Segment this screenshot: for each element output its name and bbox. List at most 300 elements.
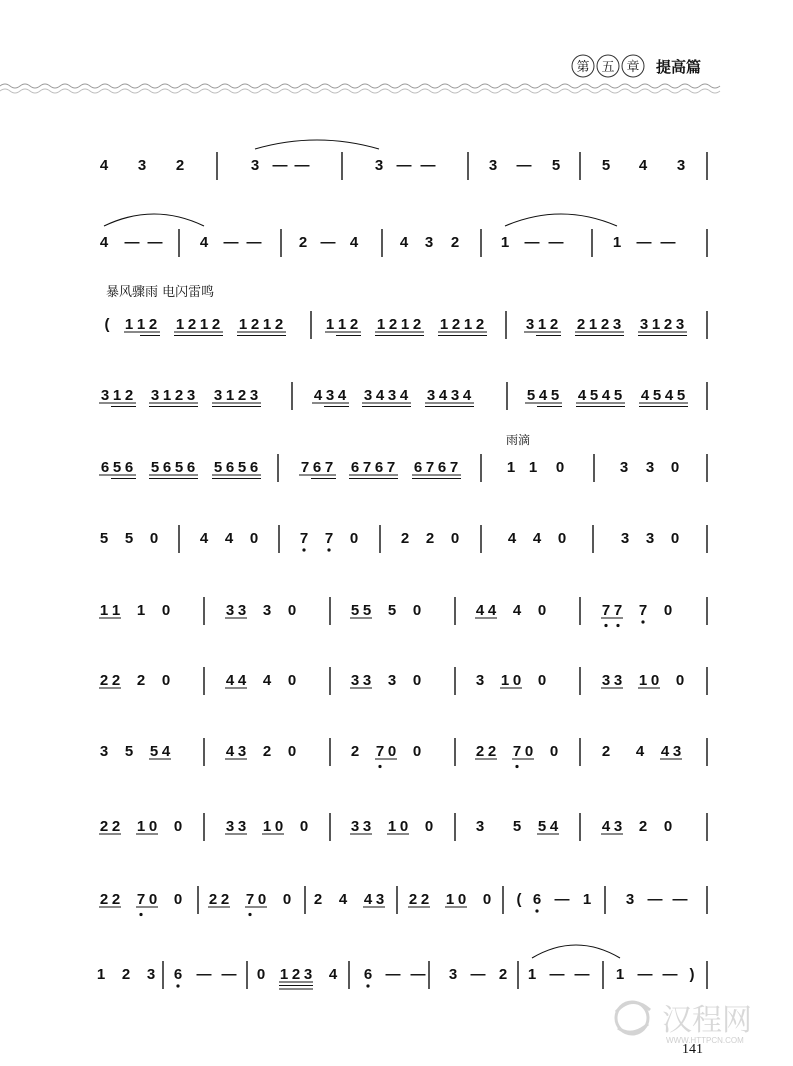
note: 6 <box>413 459 423 476</box>
note: 0 <box>257 891 267 908</box>
note: 0 <box>670 459 680 476</box>
note: 3 <box>363 387 373 404</box>
note: 4 <box>577 387 587 404</box>
note: 2 <box>549 316 559 333</box>
note: 2 <box>187 316 197 333</box>
note: 0 <box>663 602 673 619</box>
note: 0 <box>549 743 559 760</box>
note: 3 <box>150 387 160 404</box>
note: — <box>574 966 590 983</box>
low-octave-dot <box>248 913 251 916</box>
note: 0 <box>349 530 359 547</box>
chapter-char-2: 五 <box>601 60 615 75</box>
note: 1 <box>111 602 121 619</box>
note: 3 <box>645 459 655 476</box>
note: — <box>637 966 653 983</box>
note: — <box>660 234 676 251</box>
note: 1 <box>445 891 455 908</box>
chapter-char-1: 第 <box>576 60 590 75</box>
note: 4 <box>99 157 109 174</box>
note: 0 <box>249 530 259 547</box>
note: 7 <box>638 602 648 619</box>
note: 3 <box>237 602 247 619</box>
note: 7 <box>375 743 385 760</box>
page-number: 141 <box>682 1042 703 1057</box>
note: 6 <box>249 459 259 476</box>
note: 3 <box>303 966 313 983</box>
note: 1 <box>506 459 516 476</box>
note: 4 <box>635 743 645 760</box>
note: 2 <box>250 316 260 333</box>
note: 6 <box>162 459 172 476</box>
note: 3 <box>249 387 259 404</box>
note: 1 <box>325 316 335 333</box>
note: 1 <box>199 316 209 333</box>
note: 4 <box>601 818 611 835</box>
note: — <box>294 157 310 174</box>
note: 3 <box>475 672 485 689</box>
note: 2 <box>136 672 146 689</box>
note: 3 <box>137 157 147 174</box>
note: 4 <box>225 743 235 760</box>
note: 5 <box>550 387 560 404</box>
note: 5 <box>512 818 522 835</box>
note: 1 <box>463 316 473 333</box>
note: 3 <box>325 387 335 404</box>
note: 1 <box>96 966 106 983</box>
note: 5 <box>213 459 223 476</box>
note: 4 <box>199 530 209 547</box>
slur-tie <box>255 140 379 149</box>
note: 1 <box>537 316 547 333</box>
note: 5 <box>124 743 134 760</box>
note: 3 <box>613 672 623 689</box>
note: 6 <box>532 891 542 908</box>
note: 0 <box>675 672 685 689</box>
note: 4 <box>601 387 611 404</box>
note: 1 <box>136 818 146 835</box>
note: 7 <box>324 459 334 476</box>
note: 5 <box>99 530 109 547</box>
header-wave-rule <box>0 84 720 88</box>
low-octave-dot <box>378 765 381 768</box>
note: 3 <box>645 530 655 547</box>
note: 6 <box>437 459 447 476</box>
note: 4 <box>399 387 409 404</box>
note: 1 <box>376 316 386 333</box>
note: 4 <box>328 966 338 983</box>
note: 2 <box>408 891 418 908</box>
note: 7 <box>324 530 334 547</box>
note: 1 <box>225 387 235 404</box>
note: 3 <box>237 818 247 835</box>
note: 5 <box>362 602 372 619</box>
note: 3 <box>475 818 485 835</box>
note: 0 <box>557 530 567 547</box>
low-octave-dot <box>139 913 142 916</box>
note: 7 <box>299 530 309 547</box>
note: — <box>124 234 140 251</box>
note: 4 <box>99 234 109 251</box>
note: — <box>410 966 426 983</box>
note: 3 <box>375 891 385 908</box>
note: 2 <box>237 387 247 404</box>
note: 4 <box>640 387 650 404</box>
note: — <box>272 157 288 174</box>
note: 2 <box>220 891 230 908</box>
note: 3 <box>675 316 685 333</box>
note: 5 <box>676 387 686 404</box>
note: 2 <box>111 891 121 908</box>
note: 0 <box>424 818 434 835</box>
note: 2 <box>475 743 485 760</box>
note: — <box>396 157 412 174</box>
note: 3 <box>426 387 436 404</box>
note: 4 <box>363 891 373 908</box>
note: 2 <box>291 966 301 983</box>
note: 4 <box>538 387 548 404</box>
note: 4 <box>225 672 235 689</box>
note: 0 <box>287 602 297 619</box>
note: 0 <box>149 530 159 547</box>
note: 2 <box>208 891 218 908</box>
note: 3 <box>424 234 434 251</box>
note: 5 <box>174 459 184 476</box>
note: — <box>516 157 532 174</box>
note: 1 <box>337 316 347 333</box>
note: 2 <box>451 316 461 333</box>
note: 4 <box>199 234 209 251</box>
note: 4 <box>161 743 171 760</box>
note: 0 <box>412 602 422 619</box>
note: 3 <box>350 672 360 689</box>
note: 0 <box>148 818 158 835</box>
note: 2 <box>663 316 673 333</box>
note: 5 <box>149 743 159 760</box>
note: 0 <box>457 891 467 908</box>
note: 3 <box>387 387 397 404</box>
note: 0 <box>282 891 292 908</box>
note: 1 <box>124 316 134 333</box>
note: 0 <box>148 891 158 908</box>
note: 5 <box>601 157 611 174</box>
note: 6 <box>225 459 235 476</box>
note: 4 <box>313 387 323 404</box>
note: 4 <box>338 891 348 908</box>
note: 0 <box>299 818 309 835</box>
note: 0 <box>450 530 460 547</box>
note: 3 <box>186 387 196 404</box>
note: 2 <box>111 818 121 835</box>
note: 2 <box>99 891 109 908</box>
note: 7 <box>449 459 459 476</box>
note: 4 <box>375 387 385 404</box>
note: 4 <box>237 672 247 689</box>
note: 6 <box>173 966 183 983</box>
note: 3 <box>262 602 272 619</box>
note: 3 <box>350 818 360 835</box>
note: 1 <box>400 316 410 333</box>
note: 3 <box>488 157 498 174</box>
note: 2 <box>148 316 158 333</box>
note: 2 <box>420 891 430 908</box>
note: 0 <box>670 530 680 547</box>
low-octave-dot <box>302 548 305 551</box>
note: 1 <box>387 818 397 835</box>
note: 7 <box>136 891 146 908</box>
note: 0 <box>650 672 660 689</box>
note: 3 <box>448 966 458 983</box>
note: 4 <box>512 602 522 619</box>
note: 6 <box>312 459 322 476</box>
note: 6 <box>374 459 384 476</box>
note: 4 <box>507 530 517 547</box>
note: 5 <box>124 530 134 547</box>
low-octave-dot <box>616 624 619 627</box>
note: 0 <box>287 672 297 689</box>
note: 0 <box>555 459 565 476</box>
note: 4 <box>532 530 542 547</box>
note: 6 <box>350 459 360 476</box>
note: — <box>554 891 570 908</box>
note: 1 <box>527 966 537 983</box>
note: 2 <box>487 743 497 760</box>
low-octave-dot <box>515 765 518 768</box>
note: 1 <box>112 387 122 404</box>
note: 0 <box>173 818 183 835</box>
note: 2 <box>425 530 435 547</box>
note: 1 <box>638 672 648 689</box>
note: 3 <box>672 743 682 760</box>
note: 3 <box>100 387 110 404</box>
note: — <box>196 966 212 983</box>
note: 0 <box>161 672 171 689</box>
note: 3 <box>387 672 397 689</box>
note: 3 <box>146 966 156 983</box>
note: 1 <box>582 891 592 908</box>
note: 0 <box>663 818 673 835</box>
watermark-logo-icon <box>616 1002 650 1034</box>
note: 4 <box>664 387 674 404</box>
note: 5 <box>387 602 397 619</box>
low-octave-dot <box>327 548 330 551</box>
note: 0 <box>512 672 522 689</box>
note: 2 <box>211 316 221 333</box>
note: — <box>470 966 486 983</box>
note: 4 <box>399 234 409 251</box>
note: 3 <box>625 891 635 908</box>
low-octave-dot <box>641 620 644 623</box>
note: 1 <box>500 672 510 689</box>
note: ( <box>104 316 110 333</box>
note: — <box>147 234 163 251</box>
note: 2 <box>349 316 359 333</box>
note: 1 <box>615 966 625 983</box>
note: 6 <box>100 459 110 476</box>
slur-tie <box>505 214 617 226</box>
note: — <box>320 234 336 251</box>
note: — <box>524 234 540 251</box>
note: 1 <box>175 316 185 333</box>
note: 2 <box>274 316 284 333</box>
note: 6 <box>124 459 134 476</box>
note: — <box>549 966 565 983</box>
note: 5 <box>652 387 662 404</box>
note: 3 <box>99 743 109 760</box>
slur-tie <box>532 945 620 958</box>
note: 1 <box>262 818 272 835</box>
note: 1 <box>528 459 538 476</box>
note: 3 <box>374 157 384 174</box>
annotation-storm: 暴风骤雨 电闪雷鸣 <box>106 285 215 300</box>
note: 7 <box>512 743 522 760</box>
note: 4 <box>487 602 497 619</box>
note: 3 <box>362 818 372 835</box>
note: 0 <box>274 818 284 835</box>
note: 2 <box>175 157 185 174</box>
note: 2 <box>450 234 460 251</box>
note: — <box>385 966 401 983</box>
note: 2 <box>99 818 109 835</box>
note: 0 <box>256 966 266 983</box>
note: 3 <box>619 459 629 476</box>
note: ) <box>689 966 695 983</box>
note: 5 <box>613 387 623 404</box>
note: 5 <box>537 818 547 835</box>
score <box>97 140 707 989</box>
note: 4 <box>638 157 648 174</box>
section-title: 提高篇 <box>656 58 702 76</box>
note: 3 <box>601 672 611 689</box>
note: 2 <box>498 966 508 983</box>
note: 2 <box>298 234 308 251</box>
note: 0 <box>173 891 183 908</box>
note: 5 <box>526 387 536 404</box>
note: 0 <box>387 743 397 760</box>
note: 3 <box>225 818 235 835</box>
note: 4 <box>337 387 347 404</box>
note: 0 <box>537 672 547 689</box>
low-octave-dot <box>176 984 179 987</box>
note: 2 <box>121 966 131 983</box>
note: 4 <box>660 743 670 760</box>
note: 1 <box>262 316 272 333</box>
note: 4 <box>224 530 234 547</box>
watermark <box>616 1002 752 1045</box>
note: 1 <box>162 387 172 404</box>
watermark-url: WWW.HTTPCN.COM <box>666 1036 744 1045</box>
note: 0 <box>412 672 422 689</box>
chapter-char-3: 章 <box>626 60 640 75</box>
note: 0 <box>399 818 409 835</box>
note: 2 <box>412 316 422 333</box>
note: 3 <box>612 316 622 333</box>
note: 5 <box>237 459 247 476</box>
note: 2 <box>600 316 610 333</box>
note: — <box>221 966 237 983</box>
note: 0 <box>482 891 492 908</box>
note: 3 <box>225 602 235 619</box>
note: 1 <box>588 316 598 333</box>
low-octave-dot <box>366 984 369 987</box>
note: 3 <box>620 530 630 547</box>
note: 1 <box>651 316 661 333</box>
note: 4 <box>438 387 448 404</box>
note: 5 <box>551 157 561 174</box>
note: 1 <box>136 602 146 619</box>
note: 5 <box>150 459 160 476</box>
note: 3 <box>362 672 372 689</box>
note: 5 <box>112 459 122 476</box>
note: 2 <box>475 316 485 333</box>
note: 3 <box>237 743 247 760</box>
note: 1 <box>136 316 146 333</box>
note: 4 <box>475 602 485 619</box>
note: 3 <box>676 157 686 174</box>
note: — <box>548 234 564 251</box>
note: 3 <box>450 387 460 404</box>
note: 0 <box>161 602 171 619</box>
note: ( <box>516 891 522 908</box>
note: 0 <box>412 743 422 760</box>
low-octave-dot <box>535 909 538 912</box>
note: — <box>636 234 652 251</box>
note: 6 <box>363 966 373 983</box>
note: 7 <box>613 602 623 619</box>
note: — <box>420 157 436 174</box>
note: 0 <box>537 602 547 619</box>
note: — <box>246 234 262 251</box>
note: 2 <box>124 387 134 404</box>
note: 7 <box>362 459 372 476</box>
note: 4 <box>349 234 359 251</box>
note: 5 <box>589 387 599 404</box>
note: 3 <box>613 818 623 835</box>
page-header <box>0 55 720 93</box>
note: 2 <box>99 672 109 689</box>
watermark-brand: 汉程网 <box>662 1003 752 1038</box>
note: 7 <box>601 602 611 619</box>
note: — <box>223 234 239 251</box>
note: — <box>672 891 688 908</box>
note: 1 <box>238 316 248 333</box>
note: 1 <box>500 234 510 251</box>
note: 4 <box>549 818 559 835</box>
note: — <box>662 966 678 983</box>
note: 2 <box>601 743 611 760</box>
note: 5 <box>350 602 360 619</box>
note: 2 <box>111 672 121 689</box>
note: 3 <box>250 157 260 174</box>
note: 0 <box>524 743 534 760</box>
note: 2 <box>262 743 272 760</box>
note: 3 <box>213 387 223 404</box>
note: 1 <box>612 234 622 251</box>
note: 2 <box>638 818 648 835</box>
note: 0 <box>287 743 297 760</box>
annotation-raindrops: 雨滴 <box>506 433 531 447</box>
note: 1 <box>99 602 109 619</box>
note: 3 <box>639 316 649 333</box>
note: 3 <box>525 316 535 333</box>
slur-tie <box>104 214 204 226</box>
note: 4 <box>462 387 472 404</box>
note: 2 <box>400 530 410 547</box>
note: 2 <box>313 891 323 908</box>
note: 2 <box>174 387 184 404</box>
note: 2 <box>388 316 398 333</box>
note: 7 <box>300 459 310 476</box>
